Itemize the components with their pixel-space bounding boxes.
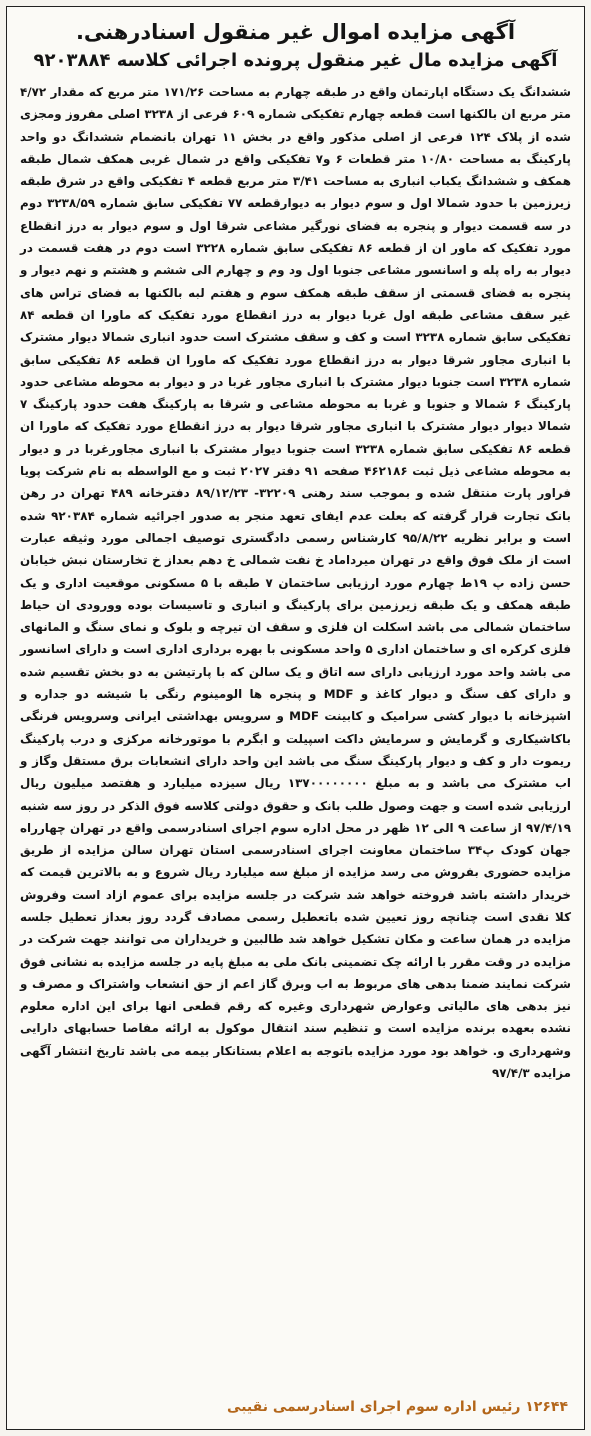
notice-title: آگهی مزایده اموال غیر منقول اسنادرهنی. xyxy=(75,20,516,44)
notice-frame xyxy=(6,6,585,1430)
notice-subtitle: آگهی مزایده مال غیر منقول پرونده اجرائی کلاسه ۹۲۰۳۸۸۴ xyxy=(33,50,558,71)
notice-header xyxy=(7,7,584,75)
notice-body: ششدانگ یک دستگاه اپارتمان واقع در طبقه چهارم به مساحت ۱۷۱/۲۶ متر مربع که مقدار ۴/۷۲ متر مربع ان بالکنها است قطعه چهارم تفکیکی شماره ۶۰۹ فرعی از ۳۲۳۸ اصلی مفروز ومجزی شده از پلاک ۱۲۴ فرعی از اصلی مذکور واقع در بخش ۱۱ تهران بانضمام ششدانگ دو واحد پارکینگ به مساحت ۱۰/۸۰ متر قطعات ۶ و۷ تفکیکی واقع در شمال غربی همکف شمال طبقه همکف و ششدانگ یکباب انباری به مساحت ۳/۴۱ متر مربع قطعه ۴ تفکیکی واقع در شرق طبقه زیرزمین با حدود شمالا اول و سوم دیوار به دیوارقطعه ۷۷ تفکیکی سابق شماره ۳۲۳۸/۵۹ دوم در سه قسمت دیوار و پنجره به فضای نورگیر مشاعی شرقا اول و سوم دیوار به درز انقطاع مورد تفکیک که ماور ان از قطعه ۸۶ تفکیکی سابق شماره ۳۲۲۸ است دوم در هفت قسمت در دیوار به راه پله و اسانسور مشاعی جنوبا اول ود وم و چهارم الی ششم و هشتم و نهم دیوار و پنجره به فضای قسمتی از سقف طبقه همکف سوم و هفتم لبه بالکنها به فضای تراس های غیر سقف مشاعی طبقه اول غربا دیوار به درز انقطاع مورد تفکیک که ماورا ان قطعه ۸۴ تفکیکی سابق شماره ۳۲۳۸ است و کف و سقف مشترک است حدود انباری شمالا دیوار مشترک با انباری مجاور شرقا دیوار به درز انقطاع مورد تفکیک که ماورا ان قطعه ۸۶ تفکیکی سابق شماره ۳۲۳۸ است جنوبا دیوار مشترک با انباری مجاور غربا در و دیوار به محوطه مشاعی حدود پارکینگ ۶ شمالا و جنوبا و غربا به محوطه مشاعی و شرقا به پارکینگ هفت حدود پارکینگ ۷ شمالا دیوار دیوار مشترک با انباری مجاور شرقا دیوار به درز انقطاع مورد تفکیک که ماورا ان قطعه ۸۶ تفکیکی سابق شماره ۳۲۳۸ است جنوبا دیوار مشترک با انباری مجاورغربا در و دیوار به محوطه مشاعی ذیل ثبت ۴۶۲۱۸۶ صفحه ۹۱ دفتر ۲۰۲۷ ثبت و مع الواسطه به نام شرکت پویا فراور پارت منتقل شده و بموجب سند رهنی ۳۲۲۰۹- ۸۹/۱۲/۲۳ دفترخانه ۴۸۹ تهران در رهن بانک تجارت قرار گرفته که بعلت عدم ایفای تعهد منجر به صدور اجرائیه شماره ۹۲۰۳۸۴ شده است و برابر نظریه ۹۵/۸/۲۲ کارشناس رسمی دادگستری توصیف اجمالی مورد وثیقه عبارت است از ملک فوق واقع در تهران میرداماد خ نفت شمالی خ دهم بعداز خ تخارستان نبش خیابان حسن زاده پ ۱۹ط چهارم مورد ارزیابی ساختمان ۷ طبقه با ۵ مسکونی موقعیت اداری و یک طبقه همکف و یک طبقه زیرزمین برای پارکینگ و انباری و تاسیسات بوده وورودی ان حیاط ساختمان شمالی می باشد اسکلت ان فلزی و سقف ان تیرچه و بلوک و نمای سنگ و المانهای فلزی کرکره ای و ساختمان اداری ۵ واحد مسکونی با بهره برداری اداری است و دارای اسانسور می باشد واحد مورد ارزیابی دارای سه اتاق و یک سالن که با پارتیشن به دو بخش تقسیم شده و دارای کف سنگ و دیوار کاغذ و MDF و پنجره ها الومینوم رنگی با شیشه دو جداره و اشپزخانه با دیوار کشی سرامیک و کابینت MDF و سرویس بهداشتی ایرانی وسرویس فرنگی باکاشیکاری و گرمایش و سرمایش داکت اسپیلت و ابگرم با موتورخانه مرکزی و درب پارکینگ ریموت دار و کف و دیوار پارکینگ سنگ می باشد این واحد دارای انشعابات برق مستقل وگاز و اب مشترک می باشد و به مبلغ ۱۳۷۰۰۰۰۰۰۰۰ ریال سیزده میلیارد و هفتصد میلیون ریال ارزیابی شده است و جهت وصول طلب بانک و حقوق دولتی کلاسه فوق الذکر در روز سه شنبه ۹۷/۴/۱۹ از ساعت ۹ الی ۱۲ ظهر در محل اداره سوم اجرای اسنادرسمی واقع در تهران چهارراه جهان کودک پ۳۴ ساختمان معاونت اجرای اسنادرسمی استان تهران سالن مزایده از طریق مزایده حضوری بفروش می رسد مزایده از مبلغ سه میلیارد ریال شروع و به بالاترین قیمت که خریدار داشته باشد فروخته خواهد شد شرکت در جلسه مزایده برای عموم ازاد است وفروش کلا نقدی است چنانچه روز تعیین شده باتعطیل رسمی مصادف گردد روز بعداز تعطیل جلسه مزایده در همان ساعت و مکان تشکیل خواهد شد طالبین و خریداران می توانند جهت شرکت در مزایده در وقت مقرر با ارائه چک تضمینی بانک ملی به مبلغ پایه در جلسه مزایده به نشانی فوق شرکت نمایند ضمنا بدهی های مربوط به اب وبرق گاز اعم از حق انشعاب واشتراک و مصرف و نیز بدهی های مالیاتی وعوارض شهرداری وغیره که رقم قطعی انها برای این اداره معلوم نشده بعهده برنده مزایده است و تنظیم سند انتقال موکول به ارائه مفاصا حسابهای دارایی وشهرداری و. خواهد بود مورد مزایده باتوجه به اعلام بستانکار بیمه می باشد تاریخ انتشار آگهی مزایده ۹۷/۴/۳ xyxy=(20,85,572,1081)
notice-signature: ۱۲۶۴۴ رئیس اداره سوم اجرای اسنادرسمی نقیبی xyxy=(227,1399,568,1415)
